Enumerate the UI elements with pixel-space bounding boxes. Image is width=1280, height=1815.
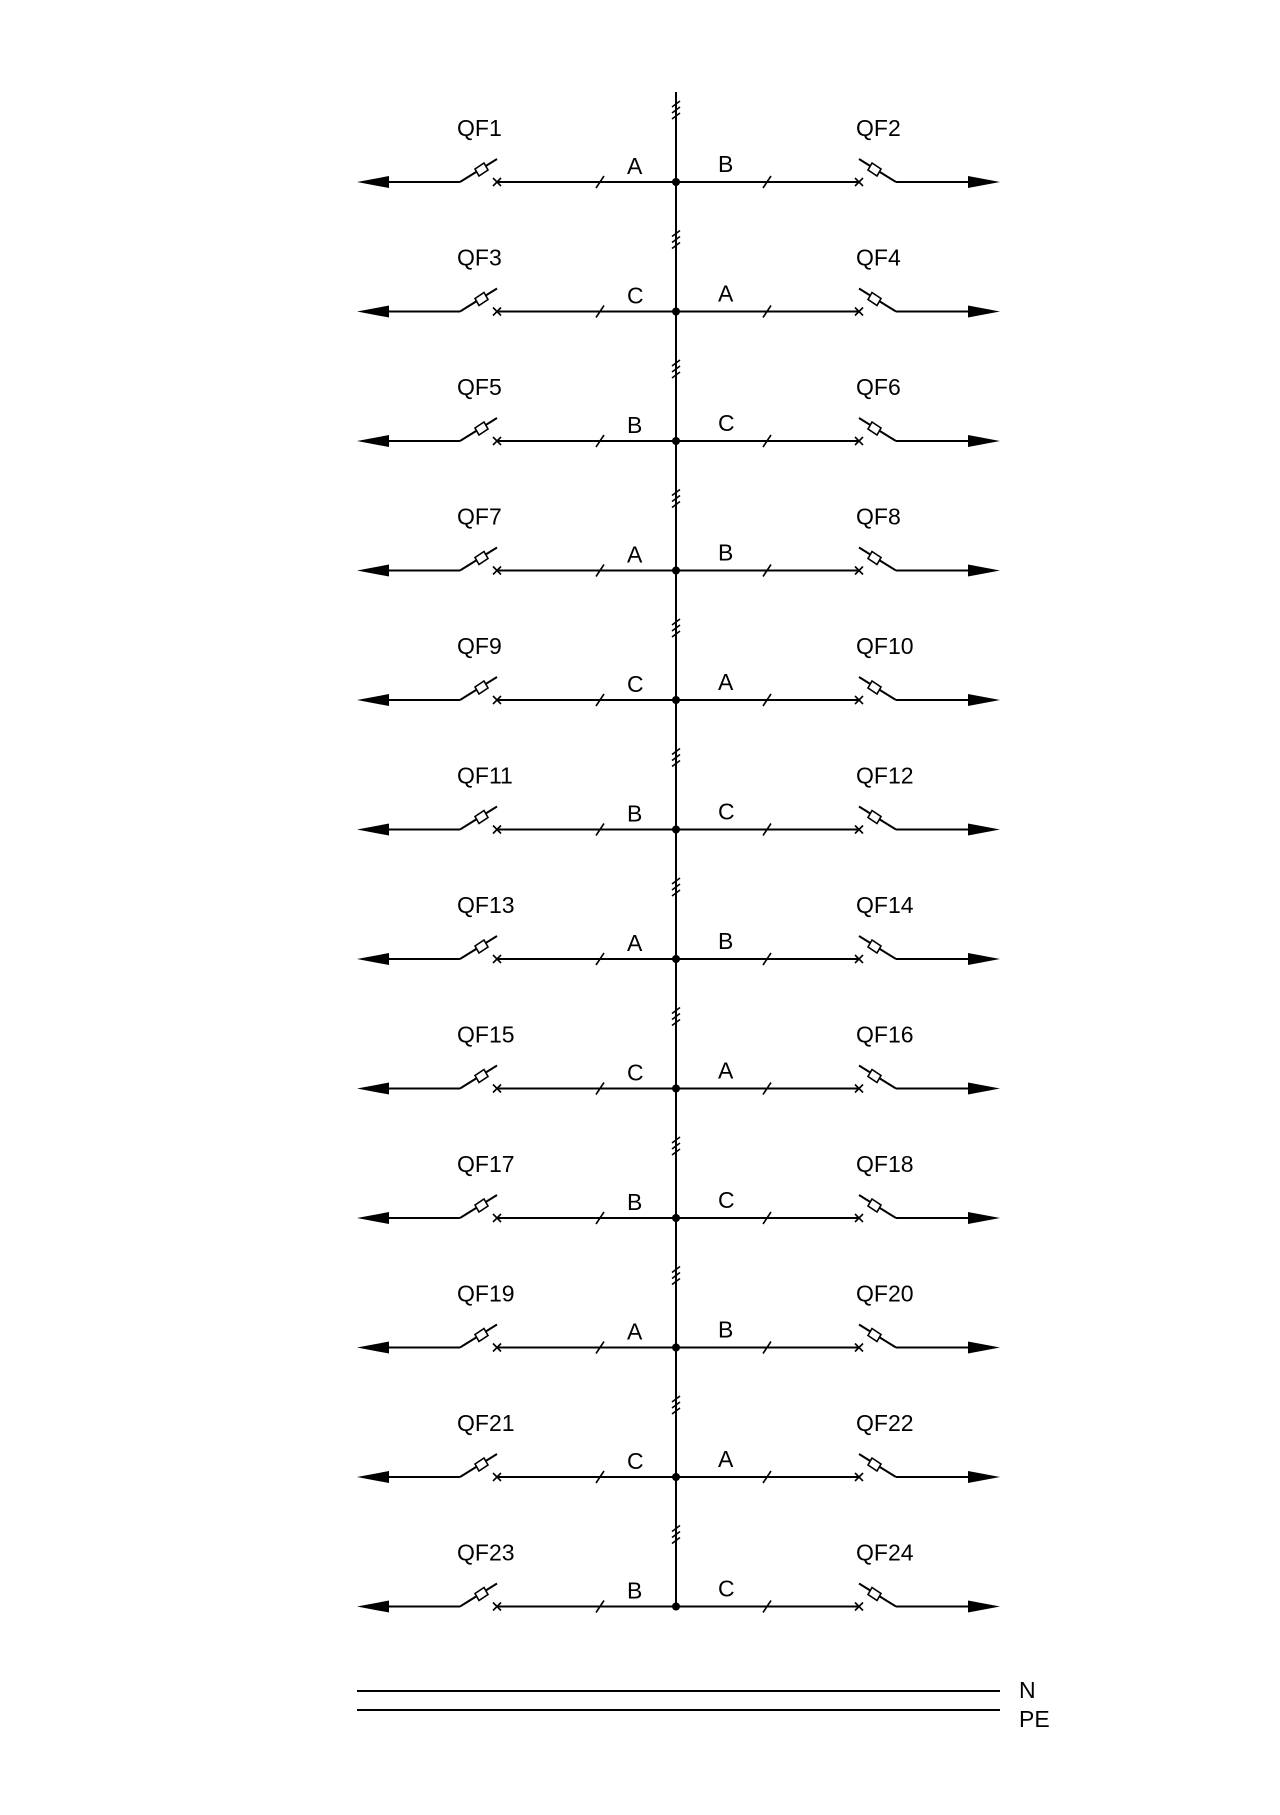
feeder-row-7 (357, 878, 1000, 965)
bus-phase-tick (672, 231, 680, 249)
feeder-row-4 (357, 490, 1000, 577)
feeder-row-2 (357, 231, 1000, 318)
bus-phase-tick (672, 1267, 680, 1285)
left-phase-label: A (627, 153, 643, 179)
feeder-row-6 (357, 749, 1000, 836)
right-breaker-label: QF22 (856, 1410, 914, 1436)
left-arrow-head (357, 1601, 389, 1613)
left-breaker-label: QF21 (457, 1410, 515, 1436)
right-phase-label: A (718, 1057, 734, 1084)
right-arrow-head (968, 176, 1000, 188)
right-phase-label: C (718, 1575, 735, 1602)
left-arrow-head (357, 435, 389, 447)
bus-phase-tick (672, 1008, 680, 1026)
right-phase-label: A (718, 280, 734, 307)
left-phase-label: C (627, 282, 644, 309)
right-phase-label: B (718, 928, 734, 954)
right-arrow-head (968, 435, 1000, 447)
right-phase-label: C (718, 410, 735, 436)
right-breaker-label: QF4 (856, 244, 901, 271)
right-arrow-head (968, 1601, 1000, 1613)
right-phase-label: B (718, 151, 734, 177)
left-breaker-label: QF17 (457, 1151, 515, 1177)
right-arrow-head (968, 1083, 1000, 1095)
right-arrow-head (968, 1471, 1000, 1483)
left-phase-label: B (627, 412, 643, 438)
right-phase-label: B (718, 539, 734, 566)
left-breaker-label: QF15 (457, 1021, 515, 1048)
left-breaker-label: QF23 (457, 1539, 515, 1566)
left-breaker-label: QF13 (457, 892, 515, 918)
left-breaker-label: QF7 (457, 503, 502, 530)
right-phase-label: C (718, 1187, 735, 1213)
left-arrow-head (357, 694, 389, 706)
right-arrow-head (968, 1342, 1000, 1354)
left-phase-label: A (627, 1318, 643, 1345)
bus-phase-tick (672, 490, 680, 508)
left-arrow-head (357, 953, 389, 965)
left-breaker-label: QF9 (457, 633, 502, 659)
left-breaker-label: QF1 (457, 115, 502, 141)
left-breaker-label: QF11 (457, 762, 513, 789)
left-arrow-head (357, 1471, 389, 1483)
left-arrow-head (357, 565, 389, 577)
left-phase-label: C (627, 671, 644, 697)
right-phase-label: C (718, 798, 735, 825)
feeder-row-5 (357, 619, 1000, 706)
left-arrow-head (357, 824, 389, 836)
right-phase-label: B (718, 1316, 734, 1343)
feeder-row-1 (357, 101, 1000, 188)
right-phase-label: A (718, 669, 734, 695)
bus-phase-tick (672, 749, 680, 767)
bus-phase-tick (672, 360, 680, 378)
feeder-row-11 (357, 1396, 1000, 1483)
left-arrow-head (357, 1212, 389, 1224)
left-breaker-label: QF19 (457, 1280, 515, 1307)
right-breaker-label: QF10 (856, 633, 914, 659)
feeder-row-10 (357, 1267, 1000, 1354)
right-breaker-label: QF6 (856, 374, 901, 400)
bus-phase-tick (672, 1137, 680, 1155)
neutral-bus-label: N (1019, 1677, 1036, 1703)
left-arrow-head (357, 1083, 389, 1095)
left-phase-label: A (627, 930, 643, 956)
feeder-row-9 (357, 1137, 1000, 1224)
right-arrow-head (968, 694, 1000, 706)
right-breaker-label: QF16 (856, 1021, 914, 1048)
left-arrow-head (357, 1342, 389, 1354)
left-phase-label: C (627, 1059, 644, 1086)
feeder-row-8 (357, 1008, 1000, 1095)
right-breaker-label: QF18 (856, 1151, 914, 1177)
left-breaker-label: QF5 (457, 374, 502, 400)
right-breaker-label: QF24 (856, 1539, 914, 1566)
left-phase-label: C (627, 1448, 644, 1474)
feeder-row-12 (357, 1526, 1000, 1613)
left-arrow-head (357, 176, 389, 188)
right-arrow-head (968, 953, 1000, 965)
neutral-pe-buses (357, 1677, 1050, 1732)
right-breaker-label: QF14 (856, 892, 914, 918)
right-arrow-head (968, 1212, 1000, 1224)
pe-bus-label: PE (1019, 1706, 1050, 1732)
left-phase-label: A (627, 541, 643, 568)
feeder-rows (357, 101, 1000, 1613)
bus-phase-tick (672, 101, 680, 119)
bus-phase-tick (672, 619, 680, 637)
bus-phase-tick (672, 1396, 680, 1414)
feeder-row-3 (357, 360, 1000, 447)
right-arrow-head (968, 565, 1000, 577)
right-breaker-label: QF12 (856, 762, 914, 789)
bus-phase-tick (672, 878, 680, 896)
left-breaker-label: QF3 (457, 244, 502, 271)
right-arrow-head (968, 306, 1000, 318)
right-breaker-label: QF8 (856, 503, 901, 530)
left-phase-label: B (627, 1577, 643, 1604)
right-phase-label: A (718, 1446, 734, 1472)
bus-phase-tick (672, 1526, 680, 1544)
right-breaker-label: QF2 (856, 115, 901, 141)
right-arrow-head (968, 824, 1000, 836)
left-phase-label: B (627, 1189, 643, 1215)
left-phase-label: B (627, 800, 643, 827)
left-arrow-head (357, 306, 389, 318)
right-breaker-label: QF20 (856, 1280, 914, 1307)
